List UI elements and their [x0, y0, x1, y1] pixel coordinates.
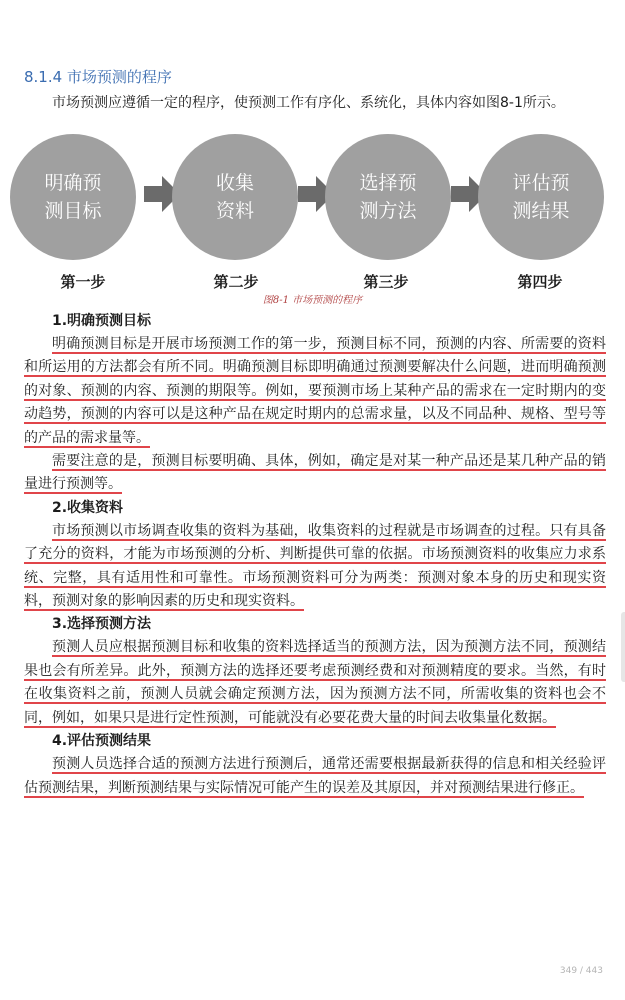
section-heading-4: 4.评估预测结果 [52, 733, 152, 750]
highlighted-text: 预测人员选择合适的预测方法进行预测后，通常还需要根据最新获得的信息和相关经验评估预测结果，判断预测结果与实际情况可能产生的误差及其原因，并对预测结果进行修正。 [24, 756, 606, 796]
body-paragraph [24, 636, 606, 730]
step-1-line-2: 测目标 [44, 200, 102, 222]
section-heading-1: 1.明确预测目标 [52, 313, 152, 329]
highlighted-text: 预测人员应根据预测目标和收集的资料选择适当的预测方法，因为预测方法不同，预测结果也会有所差异。此外，预测方法的选择还要考虑预测经费和对预测精度的要求。当然，有时在收集资料之前，预测人员就会确定预测方法，因为预测方法不同，所需收集的资料也会不同，例如，如果只是进行定性预测，可能就没有必要花费大量的时间去收集量化数据。 [24, 639, 606, 726]
step-4-line-1: 评估预 [512, 172, 570, 194]
step-circle-1 [10, 134, 136, 260]
step-label-4: 第四步 [517, 273, 563, 291]
step-circle-3 [325, 134, 451, 260]
section-heading-3: 3.选择预测方法 [52, 616, 152, 633]
body-paragraph [24, 450, 606, 497]
step-circle-4 [478, 134, 604, 260]
highlighted-text: 需要注意的是，预测目标要明确、具体，例如，确定是对某一种产品还是某几种产品的销量进行预测等。 [24, 453, 606, 493]
body-content [24, 310, 606, 800]
page-indicator: 349 / 443 [559, 966, 603, 976]
step-2-line-2: 资料 [215, 200, 254, 222]
section-title: 8.1.4 市场预测的程序 [24, 68, 172, 86]
step-2-line-1: 收集 [215, 172, 254, 194]
body-paragraph [24, 333, 606, 450]
step-3-line-2: 测方法 [359, 200, 417, 222]
body-paragraph [24, 753, 606, 800]
highlighted-text: 市场预测以市场调查收集的资料为基础，收集资料的过程就是市场调查的过程。只有具备了充分的资料，才能为市场预测的分析、判断提供可靠的依据。市场预测资料的收集应力求系统、完整，具有适用性和可靠性。市场预测资料可分为两类：预测对象本身的历史和现实资料，预测对象的影响因素的历史和现实资料。 [24, 522, 606, 610]
step-circle-2 [172, 134, 298, 260]
highlighted-text: 明确预测目标是开展市场预测工作的第一步，预测目标不同，预测的内容、所需要的资料和所运用的方法都会有所不同。明确预测目标即明确通过预测要解决什么问题，进而明确预测的对象、预测的内容、预测的期限等。例如，要预测市场上某种产品的需求在一定时期内的变动趋势，预测的内容可以是这种产品在规定时期内的总需求量，以及不同品种、规格、型号等的产品的需求量等。 [24, 336, 606, 446]
section-heading-2: 2.收集资料 [52, 499, 124, 516]
body-paragraph [24, 520, 606, 614]
figure-caption: 图8-1 市场预测的程序 [262, 295, 363, 306]
step-label-1: 第一步 [60, 273, 106, 291]
step-4-line-2: 测结果 [512, 200, 570, 222]
step-label-2: 第二步 [213, 273, 259, 291]
intro-paragraph: 市场预测应遵循一定的程序，使预测工作有序化、系统化，具体内容如图8-1所示。 [52, 95, 565, 111]
step-label-3: 第三步 [363, 273, 409, 291]
step-1-line-1: 明确预 [44, 172, 102, 194]
side-drawer-handle[interactable] [621, 612, 625, 682]
step-3-line-1: 选择预 [359, 172, 417, 194]
